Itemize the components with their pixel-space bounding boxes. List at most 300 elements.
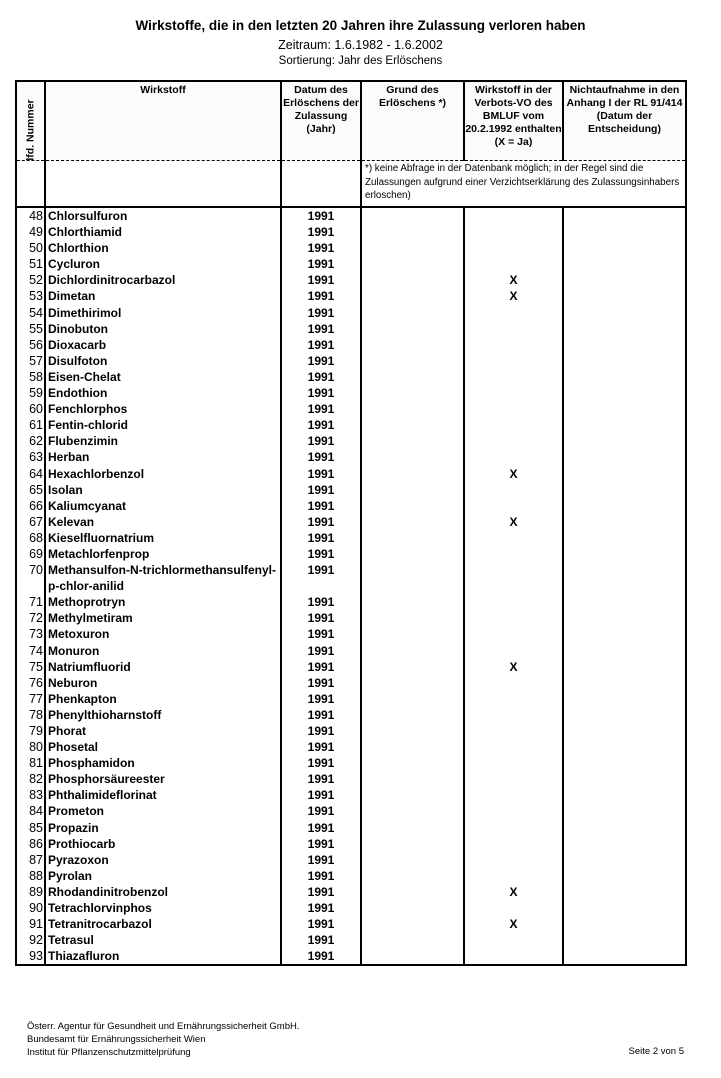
annex-decision: [563, 675, 686, 691]
substance-name: Dimetan: [45, 288, 281, 304]
row-number: 87: [16, 852, 45, 868]
table-row: [16, 739, 686, 755]
row-number: 52: [16, 272, 45, 288]
substance-name: Prothiocarb: [45, 836, 281, 852]
sorting-subtitle: Sortierung: Jahr des Erlöschens: [278, 55, 443, 67]
table-row: [16, 321, 686, 337]
annex-decision: [563, 610, 686, 626]
expiry-reason: [361, 610, 464, 626]
expiry-year: 1991: [281, 723, 361, 739]
row-number: 75: [16, 659, 45, 675]
expiry-year: 1991: [281, 530, 361, 546]
expiry-year: 1991: [281, 321, 361, 337]
ban-flag: [464, 401, 563, 417]
substance-name: Dinobuton: [45, 321, 281, 337]
expiry-year: 1991: [281, 868, 361, 884]
substance-name: Fenchlorphos: [45, 401, 281, 417]
annex-decision: [563, 755, 686, 771]
table-row: [16, 256, 686, 272]
expiry-year: 1991: [281, 337, 361, 353]
substance-name: Hexachlorbenzol: [45, 466, 281, 482]
table-row: [16, 836, 686, 852]
expiry-year: 1991: [281, 626, 361, 642]
substance-name: Endothion: [45, 385, 281, 401]
row-number: 50: [16, 240, 45, 256]
substance-name: Phosphamidon: [45, 755, 281, 771]
expiry-year: 1991: [281, 417, 361, 433]
row-number: 85: [16, 820, 45, 836]
row-number: 72: [16, 610, 45, 626]
ban-flag: X: [464, 288, 563, 304]
substance-name: Methoprotryn: [45, 594, 281, 610]
expiry-reason: [361, 466, 464, 482]
ban-flag: [464, 530, 563, 546]
row-number: 61: [16, 417, 45, 433]
ban-flag: [464, 643, 563, 659]
ban-flag: X: [464, 272, 563, 288]
expiry-reason: [361, 691, 464, 707]
annex-decision: [563, 514, 686, 530]
table-row: [16, 707, 686, 723]
expiry-year: 1991: [281, 207, 361, 224]
ban-flag: [464, 675, 563, 691]
expiry-year: 1991: [281, 900, 361, 916]
row-number: 76: [16, 675, 45, 691]
table-row: [16, 803, 686, 819]
substance-name: Phorat: [45, 723, 281, 739]
ban-flag: [464, 594, 563, 610]
expiry-reason: [361, 401, 464, 417]
expiry-reason: [361, 288, 464, 304]
expiry-reason: [361, 546, 464, 562]
row-number: 62: [16, 433, 45, 449]
expiry-year: 1991: [281, 369, 361, 385]
ban-flag: [464, 707, 563, 723]
expiry-year: 1991: [281, 482, 361, 498]
expiry-reason: [361, 482, 464, 498]
expiry-reason: [361, 498, 464, 514]
table-row: [16, 771, 686, 787]
substance-name: Cycluron: [45, 256, 281, 272]
expiry-reason: [361, 659, 464, 675]
expiry-reason: [361, 739, 464, 755]
annex-decision: [563, 691, 686, 707]
annex-decision: [563, 787, 686, 803]
ban-flag: [464, 449, 563, 465]
table-row: [16, 369, 686, 385]
annex-decision: [563, 240, 686, 256]
table-row: [16, 337, 686, 353]
footer-line: Bundesamt für Ernährungssicherheit Wien: [27, 1034, 206, 1045]
expiry-year: 1991: [281, 546, 361, 562]
ban-flag: [464, 369, 563, 385]
annex-decision: [563, 868, 686, 884]
expiry-year: 1991: [281, 643, 361, 659]
table-row: [16, 288, 686, 304]
table-row: [16, 916, 686, 932]
footnote-text: *) keine Abfrage in der Datenbank möglich; in der Regel sind die Zulassungen aufgrund einer Verzichtserklärung des Zulassungsinhabers erloschen): [361, 161, 686, 208]
expiry-reason: [361, 868, 464, 884]
substance-name: Isolan: [45, 482, 281, 498]
expiry-reason: [361, 369, 464, 385]
table-row: [16, 433, 686, 449]
table-row: [16, 546, 686, 562]
substance-name: Tetrasul: [45, 932, 281, 948]
expiry-year: 1991: [281, 707, 361, 723]
expiry-year: 1991: [281, 240, 361, 256]
ban-flag: [464, 498, 563, 514]
table-row: [16, 659, 686, 675]
row-number: 67: [16, 514, 45, 530]
row-number: 91: [16, 916, 45, 932]
substance-name: Chlorsulfuron: [45, 207, 281, 224]
expiry-year: 1991: [281, 305, 361, 321]
table-row: [16, 755, 686, 771]
expiry-year: 1991: [281, 787, 361, 803]
annex-decision: [563, 546, 686, 562]
table-row: [16, 498, 686, 514]
expiry-year: 1991: [281, 932, 361, 948]
document-title: Wirkstoffe, die in den letzten 20 Jahren ihre Zulassung verloren haben: [135, 18, 586, 33]
ban-flag: X: [464, 466, 563, 482]
annex-decision: [563, 836, 686, 852]
table-row: [16, 466, 686, 482]
annex-decision: [563, 530, 686, 546]
annex-decision: [563, 900, 686, 916]
table-row: [16, 207, 686, 224]
substance-name: Methansulfon-N-trichlormethansulfenyl-p-chlor-anilid: [45, 562, 281, 594]
substance-name: Prometon: [45, 803, 281, 819]
annex-decision: [563, 353, 686, 369]
expiry-year: 1991: [281, 610, 361, 626]
annex-decision: [563, 224, 686, 240]
substance-name: Kieselfluornatrium: [45, 530, 281, 546]
table-row: [16, 482, 686, 498]
substance-name: Phthalimideflorinat: [45, 787, 281, 803]
header-name: Wirkstoff: [45, 81, 281, 161]
row-number: 90: [16, 900, 45, 916]
ban-flag: [464, 948, 563, 965]
expiry-year: 1991: [281, 514, 361, 530]
substance-name: Chlorthion: [45, 240, 281, 256]
row-number: 49: [16, 224, 45, 240]
substance-name: Metachlorfenprop: [45, 546, 281, 562]
substance-name: Chlorthiamid: [45, 224, 281, 240]
row-number: 93: [16, 948, 45, 965]
header-year: Datum des Erlöschens der Zulassung (Jahr): [281, 81, 361, 161]
expiry-year: 1991: [281, 401, 361, 417]
table-row: [16, 884, 686, 900]
annex-decision: [563, 337, 686, 353]
expiry-reason: [361, 948, 464, 965]
expiry-year: 1991: [281, 272, 361, 288]
expiry-year: 1991: [281, 771, 361, 787]
row-number: 71: [16, 594, 45, 610]
expiry-reason: [361, 305, 464, 321]
header-annex: Nichtaufnahme in den Anhang I der RL 91/414 (Datum der Entscheidung): [563, 81, 686, 161]
expiry-reason: [361, 643, 464, 659]
ban-flag: [464, 337, 563, 353]
expiry-year: 1991: [281, 256, 361, 272]
substance-name: Metoxuron: [45, 626, 281, 642]
table-row: [16, 514, 686, 530]
annex-decision: [563, 482, 686, 498]
expiry-year: 1991: [281, 803, 361, 819]
period-subtitle: Zeitraum: 1.6.1982 - 1.6.2002: [278, 38, 443, 52]
expiry-reason: [361, 449, 464, 465]
row-number: 82: [16, 771, 45, 787]
header-nr: [16, 81, 45, 161]
table-row: [16, 820, 686, 836]
header-nr-label: lfd. Nummer: [24, 99, 36, 161]
annex-decision: [563, 562, 686, 594]
ban-flag: [464, 417, 563, 433]
annex-decision: [563, 466, 686, 482]
expiry-year: 1991: [281, 385, 361, 401]
expiry-reason: [361, 207, 464, 224]
annex-decision: [563, 948, 686, 965]
expiry-reason: [361, 353, 464, 369]
row-number: 57: [16, 353, 45, 369]
substance-name: Dichlordinitrocarbazol: [45, 272, 281, 288]
footer-line: Österr. Agentur für Gesundheit und Ernährungssicherheit GmbH.: [27, 1021, 300, 1032]
footnote-empty-year: [281, 161, 361, 208]
table-row: [16, 530, 686, 546]
expiry-year: 1991: [281, 755, 361, 771]
table-row: [16, 626, 686, 642]
row-number: 68: [16, 530, 45, 546]
annex-decision: [563, 932, 686, 948]
annex-decision: [563, 771, 686, 787]
page-number: Seite 2 von 5: [628, 1046, 684, 1057]
expiry-reason: [361, 916, 464, 932]
expiry-year: 1991: [281, 884, 361, 900]
substance-name: Dioxacarb: [45, 337, 281, 353]
expiry-reason: [361, 514, 464, 530]
expiry-reason: [361, 932, 464, 948]
ban-flag: [464, 868, 563, 884]
row-number: 84: [16, 803, 45, 819]
expiry-reason: [361, 675, 464, 691]
ban-flag: X: [464, 514, 563, 530]
annex-decision: [563, 401, 686, 417]
row-number: 53: [16, 288, 45, 304]
table-row: [16, 401, 686, 417]
substance-name: Neburon: [45, 675, 281, 691]
row-number: 89: [16, 884, 45, 900]
substance-name: Phenylthioharnstoff: [45, 707, 281, 723]
ban-flag: [464, 546, 563, 562]
substance-name: Phenkapton: [45, 691, 281, 707]
annex-decision: [563, 433, 686, 449]
expiry-year: 1991: [281, 852, 361, 868]
annex-decision: [563, 369, 686, 385]
substance-name: Pyrazoxon: [45, 852, 281, 868]
annex-decision: [563, 820, 686, 836]
expiry-reason: [361, 755, 464, 771]
row-number: 73: [16, 626, 45, 642]
ban-flag: [464, 803, 563, 819]
expiry-reason: [361, 771, 464, 787]
ban-flag: [464, 900, 563, 916]
ban-flag: X: [464, 916, 563, 932]
expiry-year: 1991: [281, 659, 361, 675]
expiry-year: 1991: [281, 562, 361, 594]
expiry-year: 1991: [281, 820, 361, 836]
expiry-year: 1991: [281, 691, 361, 707]
ban-flag: [464, 353, 563, 369]
table-row: [16, 449, 686, 465]
table-row: [16, 691, 686, 707]
annex-decision: [563, 643, 686, 659]
row-number: 77: [16, 691, 45, 707]
expiry-reason: [361, 803, 464, 819]
substance-name: Methylmetiram: [45, 610, 281, 626]
row-number: 60: [16, 401, 45, 417]
ban-flag: X: [464, 884, 563, 900]
expiry-reason: [361, 594, 464, 610]
row-number: 54: [16, 305, 45, 321]
table-row: [16, 787, 686, 803]
table-row: [16, 594, 686, 610]
table-row: [16, 675, 686, 691]
expiry-reason: [361, 884, 464, 900]
substance-name: Herban: [45, 449, 281, 465]
row-number: 59: [16, 385, 45, 401]
expiry-reason: [361, 256, 464, 272]
ban-flag: [464, 482, 563, 498]
expiry-year: 1991: [281, 288, 361, 304]
expiry-reason: [361, 530, 464, 546]
ban-flag: [464, 755, 563, 771]
row-number: 51: [16, 256, 45, 272]
expiry-reason: [361, 272, 464, 288]
substances-table: [15, 80, 687, 966]
substance-name: Phosetal: [45, 739, 281, 755]
substance-name: Thiazafluron: [45, 948, 281, 965]
annex-decision: [563, 288, 686, 304]
table-row: [16, 240, 686, 256]
row-number: 88: [16, 868, 45, 884]
annex-decision: [563, 321, 686, 337]
ban-flag: [464, 207, 563, 224]
expiry-reason: [361, 385, 464, 401]
table-row: [16, 224, 686, 240]
substance-name: Flubenzimin: [45, 433, 281, 449]
row-number: 66: [16, 498, 45, 514]
footnote-row: [16, 161, 686, 208]
annex-decision: [563, 723, 686, 739]
annex-decision: [563, 916, 686, 932]
ban-flag: [464, 562, 563, 594]
expiry-year: 1991: [281, 353, 361, 369]
substance-name: Kelevan: [45, 514, 281, 530]
table-row: [16, 562, 686, 594]
annex-decision: [563, 207, 686, 224]
table-row: [16, 900, 686, 916]
row-number: 63: [16, 449, 45, 465]
expiry-reason: [361, 836, 464, 852]
annex-decision: [563, 272, 686, 288]
expiry-reason: [361, 337, 464, 353]
expiry-reason: [361, 707, 464, 723]
row-number: 65: [16, 482, 45, 498]
row-number: 92: [16, 932, 45, 948]
footer-line: Institut für Pflanzenschutzmittelprüfung: [27, 1047, 191, 1058]
expiry-reason: [361, 240, 464, 256]
ban-flag: [464, 932, 563, 948]
ban-flag: [464, 305, 563, 321]
ban-flag: [464, 691, 563, 707]
row-number: 81: [16, 755, 45, 771]
annex-decision: [563, 305, 686, 321]
annex-decision: [563, 256, 686, 272]
row-number: 56: [16, 337, 45, 353]
ban-flag: [464, 723, 563, 739]
table-row: [16, 353, 686, 369]
substance-name: Phosphorsäureester: [45, 771, 281, 787]
substance-name: Fentin-chlorid: [45, 417, 281, 433]
substance-name: Rhodandinitrobenzol: [45, 884, 281, 900]
ban-flag: [464, 852, 563, 868]
footnote-empty-name: [45, 161, 281, 208]
expiry-year: 1991: [281, 594, 361, 610]
expiry-reason: [361, 900, 464, 916]
ban-flag: X: [464, 659, 563, 675]
ban-flag: [464, 836, 563, 852]
expiry-reason: [361, 820, 464, 836]
table-row: [16, 417, 686, 433]
row-number: 58: [16, 369, 45, 385]
header-ban: Wirkstoff in der Verbots-VO des BMLUF vom 20.2.1992 enthalten (X = Ja): [464, 81, 563, 161]
ban-flag: [464, 256, 563, 272]
row-number: 86: [16, 836, 45, 852]
substance-name: Tetranitrocarbazol: [45, 916, 281, 932]
expiry-reason: [361, 852, 464, 868]
expiry-reason: [361, 224, 464, 240]
table-row: [16, 852, 686, 868]
ban-flag: [464, 224, 563, 240]
annex-decision: [563, 707, 686, 723]
row-number: 80: [16, 739, 45, 755]
table-row: [16, 610, 686, 626]
ban-flag: [464, 610, 563, 626]
row-number: 79: [16, 723, 45, 739]
annex-decision: [563, 498, 686, 514]
expiry-reason: [361, 321, 464, 337]
footnote-empty-nr: [16, 161, 45, 208]
expiry-year: 1991: [281, 224, 361, 240]
expiry-reason: [361, 626, 464, 642]
expiry-reason: [361, 562, 464, 594]
substance-name: Disulfoton: [45, 353, 281, 369]
ban-flag: [464, 771, 563, 787]
row-number: 48: [16, 207, 45, 224]
substance-name: Dimethirimol: [45, 305, 281, 321]
ban-flag: [464, 385, 563, 401]
expiry-year: 1991: [281, 466, 361, 482]
expiry-year: 1991: [281, 449, 361, 465]
ban-flag: [464, 626, 563, 642]
table-row: [16, 948, 686, 965]
annex-decision: [563, 385, 686, 401]
expiry-reason: [361, 417, 464, 433]
expiry-year: 1991: [281, 498, 361, 514]
row-number: 83: [16, 787, 45, 803]
row-number: 64: [16, 466, 45, 482]
substance-name: Kaliumcyanat: [45, 498, 281, 514]
row-number: 69: [16, 546, 45, 562]
